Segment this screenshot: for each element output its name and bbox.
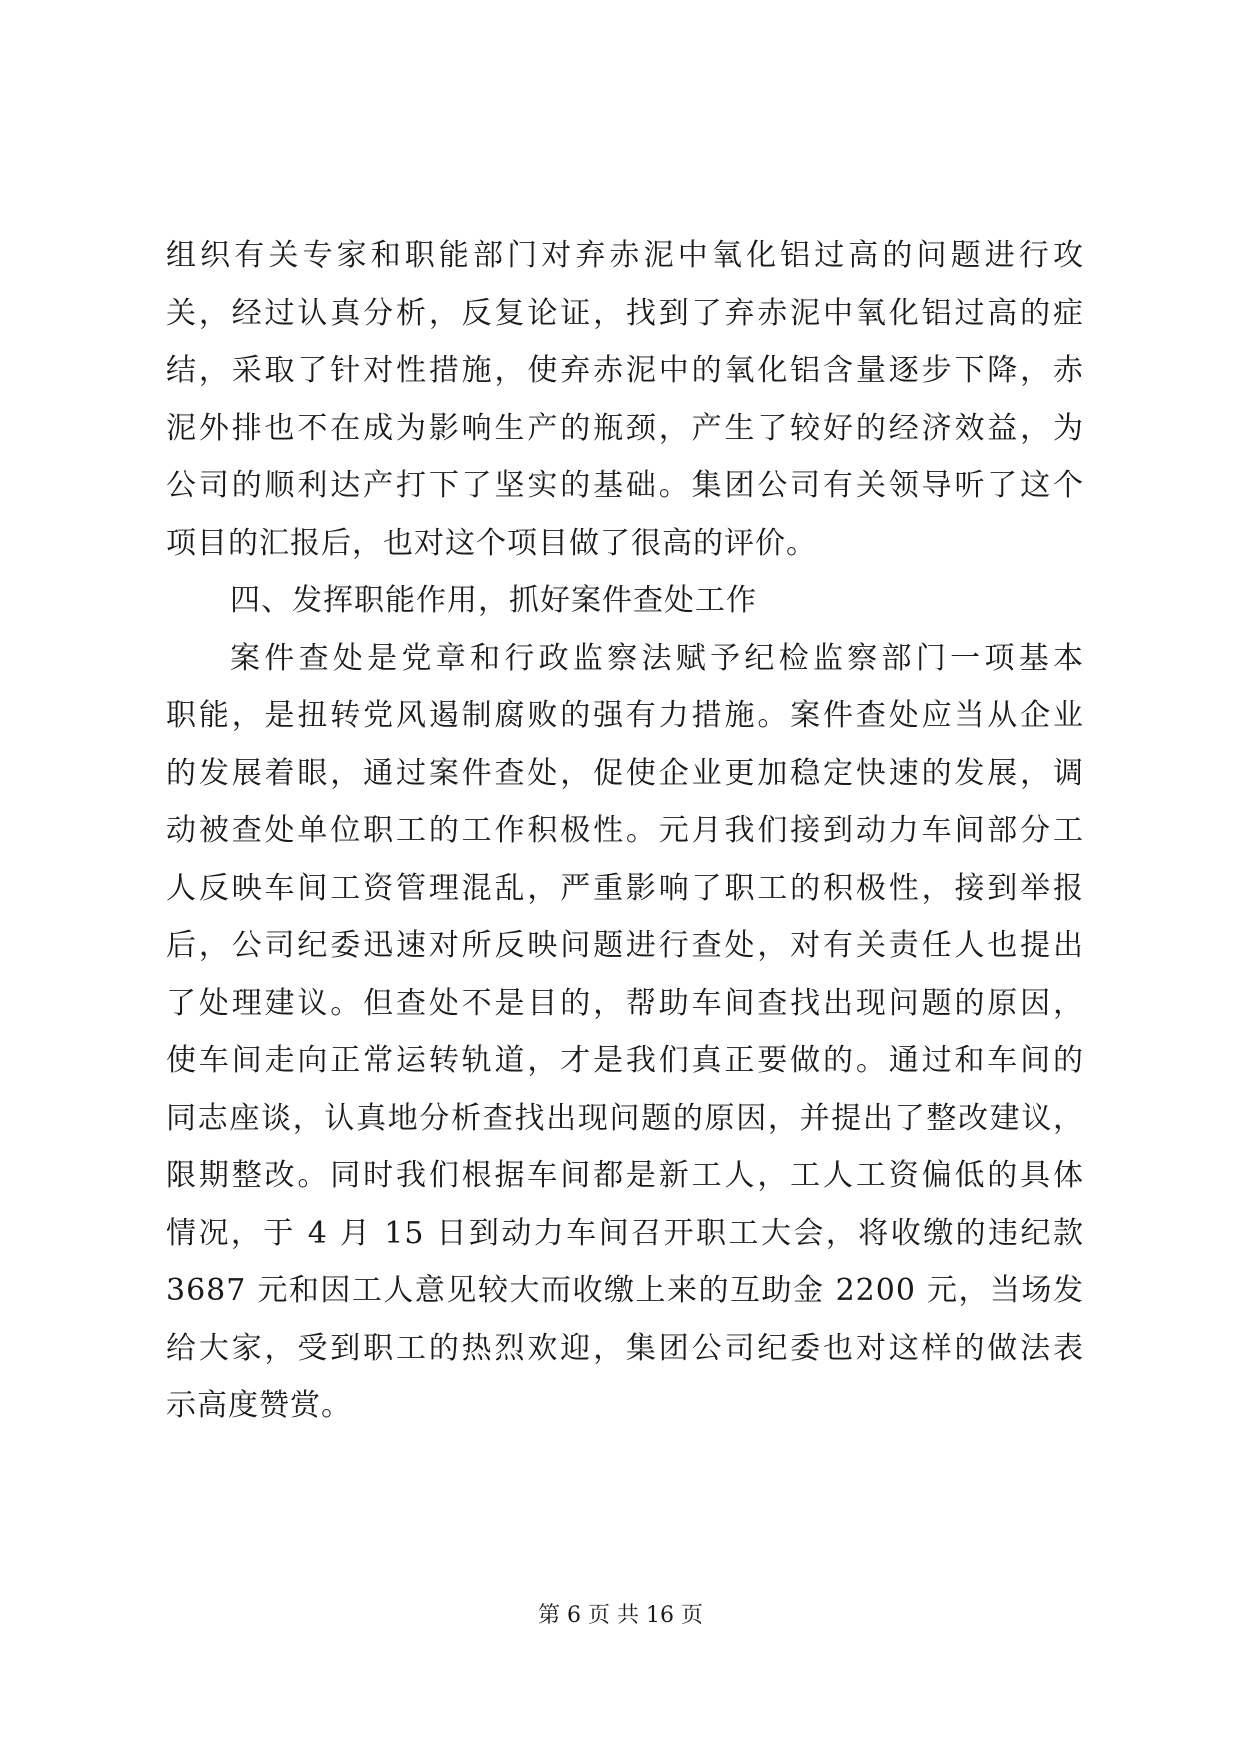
text-line: 动被查处单位职工的工作积极性。元月我们接到动力车间部分工 bbox=[166, 813, 1084, 848]
text-line: 结，采取了针对性措施，使弃赤泥中的氧化铝含量逐步下降，赤 bbox=[166, 353, 1084, 388]
page-footer bbox=[0, 1601, 1241, 1631]
text-line: 3687 元和因工人意见较大而收缴上来的互助金 2200 元，当场发 bbox=[166, 1273, 1084, 1308]
text-line: 公司的顺利达产打下了坚实的基础。集团公司有关领导听了这个 bbox=[166, 468, 1084, 503]
text-line: 同志座谈，认真地分析查找出现问题的原因，并提出了整改建议， bbox=[166, 1100, 1084, 1136]
text-line: 项目的汇报后，也对这个项目做了很高的评价。 bbox=[166, 525, 817, 561]
text-line: 职能，是扭转党风遏制腐败的强有力措施。案件查处应当从企业 bbox=[166, 698, 1084, 733]
text-line: 关，经过认真分析，反复论证，找到了弃赤泥中氧化铝过高的症 bbox=[166, 295, 1084, 331]
text-line: 限期整改。同时我们根据车间都是新工人，工人工资偏低的具体 bbox=[166, 1158, 1084, 1193]
text-line: 了处理建议。但查处不是目的，帮助车间查找出现问题的原因， bbox=[166, 985, 1084, 1021]
text-line: 人反映车间工资管理混乱，严重影响了职工的积极性，接到举报 bbox=[166, 870, 1084, 906]
text-line: 组织有关专家和职能部门对弃赤泥中氧化铝过高的问题进行攻 bbox=[166, 238, 1084, 273]
text-line: 后，公司纪委迅速对所反映问题进行查处，对有关责任人也提出 bbox=[166, 928, 1084, 963]
text-line: 的发展着眼，通过案件查处，促使企业更加稳定快速的发展，调 bbox=[166, 755, 1084, 791]
text-line: 给大家，受到职工的热烈欢迎，集团公司纪委也对这样的做法表 bbox=[166, 1330, 1084, 1366]
body-text bbox=[166, 227, 1084, 1435]
text-line: 使车间走向正常运转轨道，才是我们真正要做的。通过和车间的 bbox=[166, 1043, 1084, 1078]
text-line: 情况，于 4 月 15 日到动力车间召开职工大会，将收缴的违纪款 bbox=[166, 1215, 1084, 1251]
text-line: 泥外排也不在成为影响生产的瓶颈，产生了较好的经济效益，为 bbox=[166, 410, 1084, 446]
section-heading: 四、发挥职能作用，抓好案件查处工作 bbox=[230, 583, 757, 618]
page-number: 第 6 页 共 16 页 bbox=[538, 1603, 703, 1628]
text-line: 示高度赞赏。 bbox=[166, 1388, 352, 1423]
text-line: 案件查处是党章和行政监察法赋予纪检监察部门一项基本 bbox=[230, 640, 1084, 676]
